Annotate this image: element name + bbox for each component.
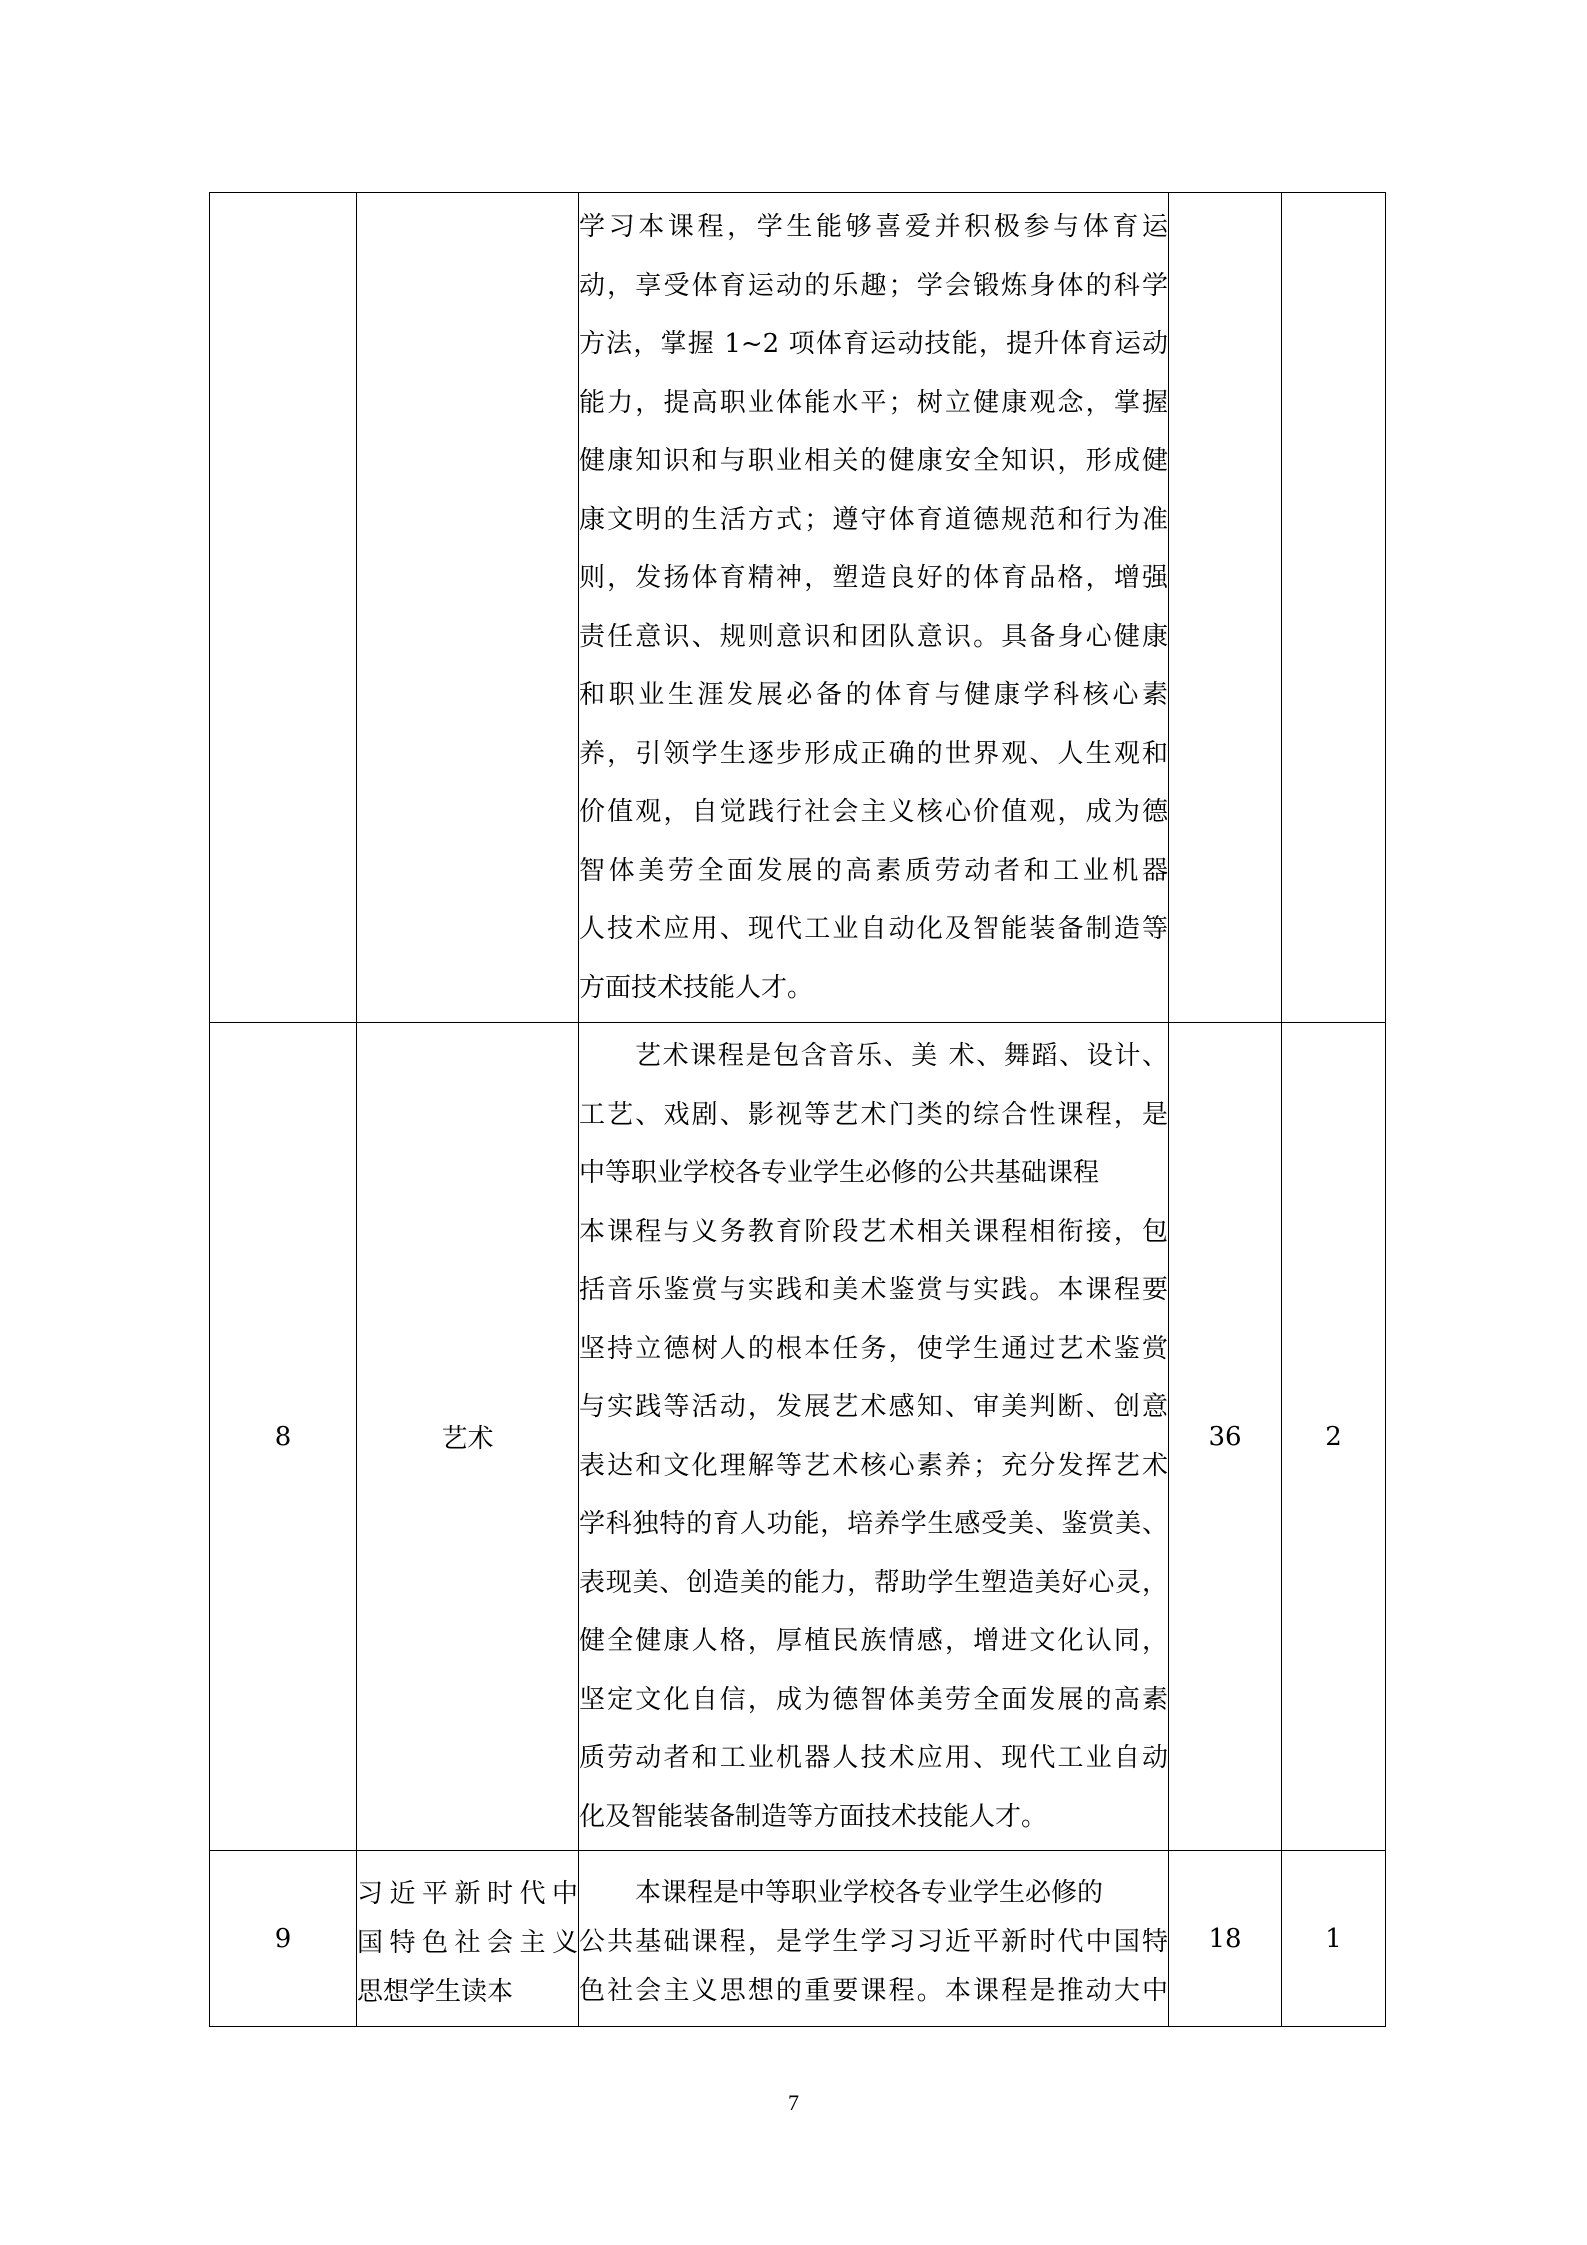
- course-name-cell: [357, 193, 579, 1023]
- course-name-cell: [357, 1851, 579, 2027]
- description-line: 价值观，自觉践行社会主义核心价值观，成为德: [579, 797, 1168, 827]
- description-line: 本课程与义务教育阶段艺术相关课程相衔接，包: [579, 1216, 1168, 1247]
- description-line: 则，发扬体育精神，塑造良好的体育品格，增强: [579, 563, 1168, 593]
- course-credits-cell: 2: [1282, 1023, 1386, 1851]
- course-number-cell: [210, 193, 357, 1023]
- description-line: 学科独特的育人功能，培养学生感受美、鉴赏美、: [579, 1509, 1168, 1539]
- course-table: [209, 192, 1386, 2027]
- description-line: 括音乐鉴赏与实践和美术鉴赏与实践。本课程要: [579, 1275, 1168, 1305]
- course-number-cell: 8: [210, 1023, 357, 1851]
- description-line: 化及智能装备制造等方面技术技能人才。: [579, 1801, 1048, 1832]
- course-description-cell: [579, 1023, 1169, 1851]
- course-hours-cell: [1169, 193, 1282, 1023]
- description-line: 质劳动者和工业机器人技术应用、现代工业自动: [579, 1743, 1168, 1773]
- description-line: 康文明的生活方式；遵守体育道德规范和行为准: [579, 504, 1168, 535]
- description-line: 工艺、戏剧、影视等艺术门类的综合性课程，是: [579, 1099, 1168, 1130]
- course-name-line: 习近平新时代中: [357, 1879, 578, 1909]
- description-line: 和职业生涯发展必备的体育与健康学科核心素: [579, 680, 1168, 710]
- description-line: 养，引领学生逐步形成正确的世界观、人生观和: [579, 738, 1168, 769]
- page-number: 7: [788, 2090, 799, 2115]
- description-line: 健全健康人格，厚植民族情感，增进文化认同，: [579, 1626, 1168, 1656]
- description-line: 坚定文化自信，成为德智体美劳全面发展的高素: [579, 1684, 1168, 1715]
- course-hours-cell: 36: [1169, 1023, 1282, 1851]
- description-line: 动，享受体育运动的乐趣；学会锻炼身体的科学: [579, 270, 1168, 301]
- course-description-cell: [579, 1851, 1169, 2027]
- course-hours-cell: 18: [1169, 1851, 1282, 2027]
- description-line: 人技术应用、现代工业自动化及智能装备制造等: [579, 914, 1168, 944]
- description-line: 能力，提高职业体能水平；树立健康观念，掌握: [579, 387, 1168, 418]
- description-line: 健康知识和与职业相关的健康安全知识，形成健: [579, 446, 1168, 476]
- description-line: 方法，掌握 1~2 项体育运动技能，提升体育运动: [579, 329, 1168, 359]
- description-line: 与实践等活动，发展艺术感知、审美判断、创意: [579, 1392, 1168, 1422]
- course-name-line: 思想学生读本: [357, 1977, 514, 2007]
- description-line: 表达和文化理解等艺术核心素养；充分发挥艺术: [579, 1450, 1168, 1481]
- table-row: [210, 1023, 1386, 1851]
- course-credits-cell: [1282, 193, 1386, 1023]
- description-line: 本课程是中等职业学校各专业学生必修的: [635, 1878, 1104, 1908]
- description-line: 中等职业学校各专业学生必修的公共基础课程: [579, 1158, 1100, 1188]
- description-line: 坚持立德树人的根本任务，使学生通过艺术鉴赏: [579, 1333, 1168, 1364]
- course-name-line: 国特色社会主义: [357, 1928, 578, 1958]
- course-description-cell: [579, 193, 1169, 1023]
- description-line: 学习本课程，学生能够喜爱并积极参与体育运: [579, 212, 1168, 242]
- table-row: [210, 193, 1386, 1023]
- course-name-cell: 艺术: [357, 1023, 579, 1851]
- table-row: [210, 1851, 1386, 2027]
- description-line: 色社会主义思想的重要课程。本课程是推动大中: [579, 1976, 1168, 2006]
- course-credits-cell: 1: [1282, 1851, 1386, 2027]
- description-line: 公共基础课程，是学生学习习近平新时代中国特: [579, 1927, 1168, 1957]
- description-line: 表现美、创造美的能力，帮助学生塑造美好心灵，: [579, 1567, 1168, 1598]
- description-line: 方面技术技能人才。: [579, 972, 814, 1003]
- description-line: 责任意识、规则意识和团队意识。具备身心健康: [579, 621, 1168, 652]
- course-number-cell: 9: [210, 1851, 357, 2027]
- description-line: 艺术课程是包含音乐、美 术、舞蹈、设计、: [635, 1041, 1168, 1071]
- description-line: 智体美劳全面发展的高素质劳动者和工业机器: [579, 855, 1168, 886]
